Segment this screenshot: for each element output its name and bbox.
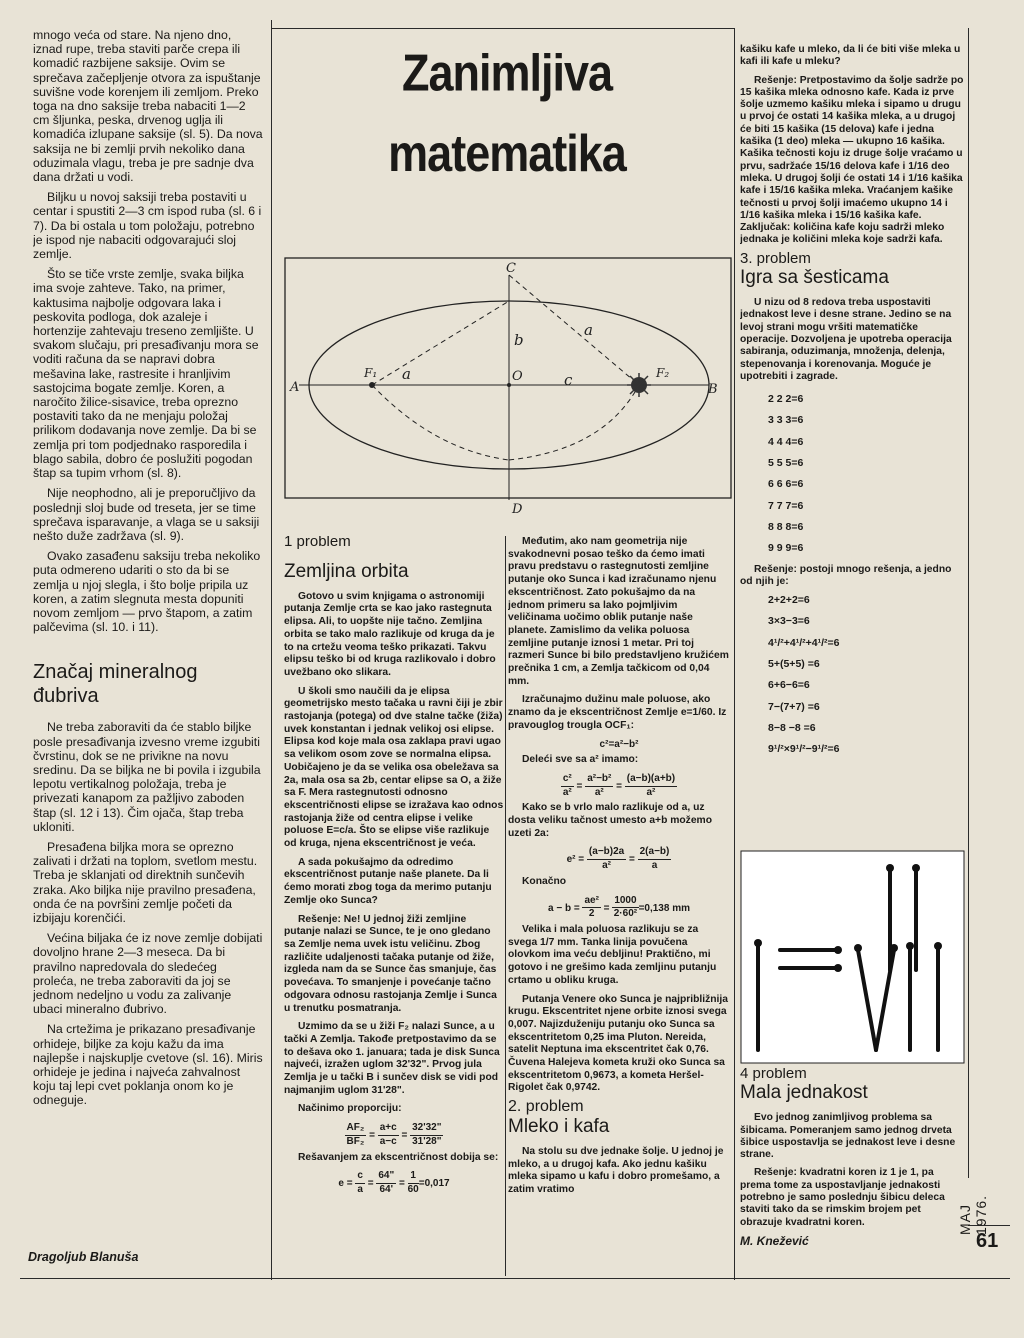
column-problem-4 — [740, 1068, 965, 1247]
puzzle-row: 3 3 3=6 — [768, 414, 804, 427]
ellipse-orbit-diagram — [284, 255, 734, 515]
author-signature: M. Knežević — [740, 1233, 809, 1248]
label-F1: F₁ — [364, 366, 378, 380]
paragraph: Većina biljaka će iz nove zemlje dobijati dovoljno hrane 2—3 meseca. Da bi pravilno napredovala do sledećeg proleća, ne treba zaboraviti da joj se jednom nedeljno u vodu za zalivanje ubaci mineralno đubrivo. — [33, 931, 263, 1017]
puzzle-row: 7 7 7=6 — [768, 499, 804, 512]
issue-date: MAJ 1976. — [957, 1194, 989, 1235]
column-plant-care — [33, 28, 263, 1114]
divider-edge — [968, 28, 969, 1178]
divider-right — [734, 28, 735, 1280]
solution-row: 3×3−3=6 — [768, 615, 810, 628]
page-number: 61 — [976, 1230, 999, 1252]
formula-eccentricity: e = $\frac{c}{a}$ = $\frac{64"}{64'}$ = $\frac{1}{60}$ =0,017 — [338, 1170, 450, 1195]
problem-title: Zemljina orbita — [284, 560, 409, 582]
label-O: O — [512, 369, 523, 384]
rule-bottom — [20, 1278, 1010, 1279]
puzzle-row: 4 4 4=6 — [768, 435, 804, 448]
paragraph: Ne treba zaboraviti da će stablo biljke posle presađivanja izvesno vreme izgubiti čvrstinu, dok se ne privikne na novu sredinu. Da se biljka ne bi povila i izgubila lepotu vertikalnog položaja, treba je privezati kanapom za pažljivo zaboden štap (sl. 12 i 13). Čim ojača, štap treba ukloniti. — [33, 720, 261, 834]
paragraph: A sada pokušajmo da odredimo ekscentričnost putanje naše planete. Da li ćemo morati zbog toga da merimo putanju Zemlje oko Sunca? — [284, 856, 492, 906]
formula-final: a − b = $\frac{\text{ae²}}{2}$ = $\frac{1000}{\text{2·60²}}$ =0,138 mm — [547, 894, 690, 920]
label-F2: F₂ — [656, 366, 670, 380]
solution-row: 8−8 −8 =6 — [768, 721, 816, 734]
paragraph: U nizu od 8 redova treba uspostaviti jednakost leve i desne strane. Jedino se na levoj strani mogu vršiti matematičke operacije. Dozvoljena je upotreba operacija sabiranja, oduzimanja, množenja, delenja, stepenovanja i korenovanja. Moguće je upotrebiti i zagrade. — [740, 297, 952, 382]
paragraph: Rešenje: Ne! U jednoj žiži zemljine putanje nalazi se Sunce, te je ono gledano sa Zemlje nema uvek istu veličinu. Zbog različite udaljenosti tačaka putanje od žiže, izgleda nam da se Sunce čas smanjuje, čas povećava. To smanjenje i povećanje tačno odgovara odnosu rastojanja Zemlje i Sunca u trenutku posmatranja. — [284, 913, 497, 1014]
paragraph: Nije neophodno, ali je preporučljivo da poslednji sloj bude od treseta, jer se time sprečava isparavanje, a vlaga se u saksiji nešto duže zadržava (sl. 9). — [33, 486, 260, 543]
divider-left — [271, 20, 272, 1280]
formula-approx: e² = $\frac{(a-b)2a}{\text{a²}}$ = $\frac{2(a-b)}{a}$ — [566, 846, 670, 872]
paragraph: U školi smo naučili da je elipsa geometrijsko mesto tačaka u ravni čiji je zbir rastojanja (potega) od dve stalne tačke (žiža) uvek konstantan i jednak velikoj osi elipse. Elipsa kod koje mala osa zaklapa pravi ugao sa velikom osom zove se normalna elipsa. Uobičajeno je da se velika osa obeležava sa 2a, mala osa sa 2b, centar elipse sa O, a žiže sa F. Mera rastegnutosti odnosno ekscentričnosti elipse se izražava kao odnos rastojanja žiže od centra elipse i velike poluose E=c/a. Što se elipse više razlikuje od kruga, njena ekscentričnost je veća. — [284, 685, 504, 850]
formula-division: $\frac{\text{c²}}{\text{a²}}$ = $\frac{\text{a²−b²}}{\text{a²}}$ = $\frac{(a-b)(a+b)}{\text{a²}}$ — [562, 772, 676, 798]
paragraph: mnogo veća od stare. Na njeno dno, iznad rupe, treba staviti parče crepa ili komadić razbijene saksije. Ovim se sprečava začepljenje otvora za ispuštanje suvišne vode korenjem ili zemljom. Preko toga na dno saksije treba nabaciti 1—2 cm šljunka, peska, drvenog uglja ili komadića izlupane saksije (sl. 5). Da nova saksija ne bi zemlji prvih nekoliko dana oduzimala vlagu, treba je pre sadnje dva dana držati u vodi. — [33, 28, 263, 185]
solution-row: 5+(5+5) =6 — [768, 657, 820, 670]
label-B: B — [708, 382, 718, 397]
problem-title: Mala jednakost — [740, 1082, 868, 1104]
paragraph: Velika i mala poluosa razlikuju se za svega 1/7 mm. Tanka linija povučena olovkom ima veću debljinu! Praktično, mi gotovo i ne grešimo kada zemljinu putanju crtamo u obliku kruga. — [508, 923, 717, 986]
column-problems-2-4 — [740, 44, 965, 764]
paragraph: Delеći sve sa a² imamo: — [522, 754, 639, 766]
problem-number: 2. problem — [508, 1098, 584, 1116]
label-b: b — [514, 331, 524, 349]
center-o — [507, 383, 511, 387]
column-problem-1 — [284, 536, 504, 1200]
problem-title: Mleko i kafa — [508, 1115, 610, 1137]
paragraph: Izračunajmo dužinu male poluose, ako znamo da je ekscentričnost Zemlje e=1/60. Iz pravouglog trougla OCF₁: — [508, 694, 727, 731]
solution-row: 9¹/²×9¹/²−9¹/²=6 — [768, 743, 840, 756]
paragraph: Rešenje: kvadratni koren iz 1 je 1, pa prema tome za uspostavljanje jednakosti potrebno je samo poslednju šibicu deleca staviti tako da se rimskim brojem pet obrazuje kvadratni koren. — [740, 1167, 945, 1228]
rule-top — [272, 28, 734, 29]
paragraph: Evo jednog zanimljivog problema sa šibicama. Pomeranjem samo jednog drveta šibice uspostavlja se jednakost leve i desne strane. — [740, 1112, 956, 1161]
paragraph: Rešenje: postoji mnogo rešenja, a jedno od njih je: — [740, 563, 952, 587]
problem-number: 4 problem — [740, 1068, 807, 1082]
section-heading: Značaj mineralnog đubriva — [33, 661, 198, 708]
puzzle-rows — [740, 393, 965, 554]
paragraph: Na crtežima je prikazano presađivanje orhideje, biljke za koju kažu da ima najlepše i najskuplje cvetove (sl. 16). Miris orhideje je jedina i najveća zahvalnost koju taj lepi cvet poklanja onom ko je odneguje. — [33, 1022, 263, 1108]
formula: c²=a²−b² — [599, 738, 639, 750]
paragraph: Putanja Venere oko Sunca je najpribližnija krugu. Ekscentritet njene orbite iznosi svega 0,007. Najizduženiju putanju oko Sunca sa ekscentritetom 0,25 ima Pluton. Nereida, satelit Neptuna ima ekscentritet čak 0,76. Čuvena Halejeva kometa kruži oko Sunca sa ekscentritetom 0,9673, a kometa Heršel-Rigolet čak 0,9742. — [508, 993, 728, 1094]
column-problem-1-cont — [508, 536, 730, 1203]
label-c: c — [564, 371, 573, 389]
label-C: C — [506, 261, 516, 276]
label-a-slant: a — [584, 321, 593, 339]
author-signature: Dragoljub Blanuša — [28, 1250, 139, 1264]
formula-proportion: $\frac{\text{AF₂}}{\text{BF₂}}$ = $\frac{a+c}{a-c}$ = $\frac{32'32"}{31'28"}$ — [346, 1122, 442, 1147]
puzzle-row: 2 2 2=6 — [768, 393, 804, 406]
paragraph: Konačno — [522, 875, 567, 887]
solution-rows — [740, 594, 965, 755]
label-A: A — [290, 380, 300, 395]
matchstick-puzzle — [740, 850, 965, 1065]
solution-row: 2+2+2=6 — [768, 594, 810, 607]
label-D: D — [512, 502, 523, 515]
paragraph: Presađena biljka mora se oprezno zalivati i držati na toplom, svetlom mestu. Treba je sklanjati od direktnih sunčevih zraka. Ako biljka nije pravilno presađena, onda će na površini zemlje početi da izbijaju korenčići. — [33, 839, 258, 925]
paragraph: Rešenje: Pretpostavimo da šolje sadrže po 15 kašika mleka odnosno kafe. Kada iz prve šolje uzmemo kašiku mleka i sipamo u drugu u prvoj će ostati 14 kašika mleka, a u drugoj će biti 15 kašika (15 delova) kafe i jedna kašika (1 deo) mleka — ukupno 16 kašika. Kašika tečnosti koju iz druge šolje vraćamo u prvu, sadržaće 15/16 delova kafe i 1/16 deo mleka. U drugoj šolji će ostati 14 i 1/16 kašika kafe i 15/16 kašika mleka. Vraćanjem kašike tečnosti u prvoj šolji imaćemo ukupno 14 i 1/16 kašika mleka i 15/16 kašika kafe. Zaključak: količina kafe koju sadrži mleko jednaka je količini mleka koje sadrži kafa. — [740, 74, 964, 246]
solution-row: 7−(7+7) =6 — [768, 700, 820, 713]
paragraph: Biljku u novoj saksiji treba postaviti u centar i spustiti 2—3 cm ispod ruba (sl. 6 i 7). Da bi ostala u tom položaju, potrebno je ispod nje nabaciti odgovarajući sloj zemlje. — [33, 190, 262, 262]
divider-mid — [505, 536, 506, 1276]
problem-number: 3. problem — [740, 249, 811, 267]
paragraph: Ovako zasađenu saksiju treba nekoliko puta odmereno udariti o sto da bi se zemlja u njoj slegla, i što bolje pripila uz koren, a zatim slegnuta mesta dopuniti novom zemljom — prvo štapom, a zatim palčevima (sl. 10. i 11). — [33, 549, 261, 635]
paragraph: Uzmimo da se u žiži F₂ nalazi Sunce, a u tački A Zemlja. Takođe pretpostavimo da se to dešava oko 1. januara; tada je disk Sunca najveći, izražen uglom 32'32". Prvog jula Zemlja je u tački B i sunčev disk se vidi pod najmanjim uglom 31'28". — [284, 1021, 500, 1096]
paragraph: Na stolu su dve jednake šolje. U jednoj je mleko, a u drugoj kafa. Ako jednu kašiku mleka sipamo u kafu i dobro promešamo, a zatim vratimo — [508, 1145, 724, 1195]
puzzle-row: 8 8 8=6 — [768, 520, 804, 533]
paragraph: Kako se b vrlo malo razlikuje od a, uz dosta veliku tačnost umesto a+b možemo uzeti 2a: — [508, 802, 712, 839]
paragraph: Rešavanjem za ekscentričnost dobija se: — [298, 1151, 499, 1163]
puzzle-row: 5 5 5=6 — [768, 457, 804, 470]
solution-row: 4¹/²+4¹/²+4¹/²=6 — [768, 636, 840, 649]
paragraph: Što se tiče vrste zemlje, svaka biljka ima svoje zahteve. Tako, na primer, kaktusima najbolje odgovara laka i peskovita podloga, dok azaleje i hortenzije zahtevaju treseno zemljište. U svakom slučaju, pri presađivanju mora se voditi računa da se napravi dobra mešavina lake, rastresite i hranljivim sastojcima bogate zemlje. Koren, a naročito žilice-sisavice, treba oprezno postaviti tako da ne menjaju položaj prilikom dodavanja nove zemlje. Da bi se zemlja pri tom podjednako rasporedila i blago sabila, dobro će poslužiti pogodan štap sa tupim vrhom (sl. 8). — [33, 267, 259, 481]
paragraph: Međutim, ako nam geometrija nije svakodnevni posao teško da ćemo imati pravu predstavu o rastegnutosti zemljine putanje oko Sunca i kad izračunamo njenu ekscentričnost. Zato pokušajmo da na jednom primeru sa lako pojmljivim veličinama uočimo oblik putanje naše planete. Zamislimo da velika poluosa zemljine putanje iznosi 1 metar. Pri toj razmeri Sunce bi bilo predstavljeno kružićem prečnika 1 cm, a Zemlja tačkicom od 0,04 mm. — [508, 536, 729, 687]
label-a: a — [402, 365, 411, 383]
paragraph: Načinimo proporciju: — [298, 1103, 402, 1115]
puzzle-row: 6 6 6=6 — [768, 478, 804, 491]
problem-number: 1 problem — [284, 536, 351, 550]
paragraph: Gotovo u svim knjigama o astronomiji putanja Zemlje crta se kao jako rastegnuta elipsa. Ali, to uopšte nije tačno. Zemljina orbita se tako malo razlikuje od kruga da je to na crtežu veoma teško prikazati. Takvu elipsu teško bi od kruga razlikovalo i dobro uvežbano oko slikara. — [284, 590, 496, 678]
paragraph: kašiku kafe u mleko, da li će biti više mleka u kafi ili kafe u mleku? — [740, 44, 961, 68]
solution-row: 6+6−6=6 — [768, 679, 810, 692]
focus-f1 — [369, 382, 375, 388]
puzzle-row: 9 9 9=6 — [768, 542, 804, 555]
page-title: Zanimljiva matematika — [388, 43, 626, 183]
problem-title: Igra sa šesticama — [740, 267, 889, 289]
